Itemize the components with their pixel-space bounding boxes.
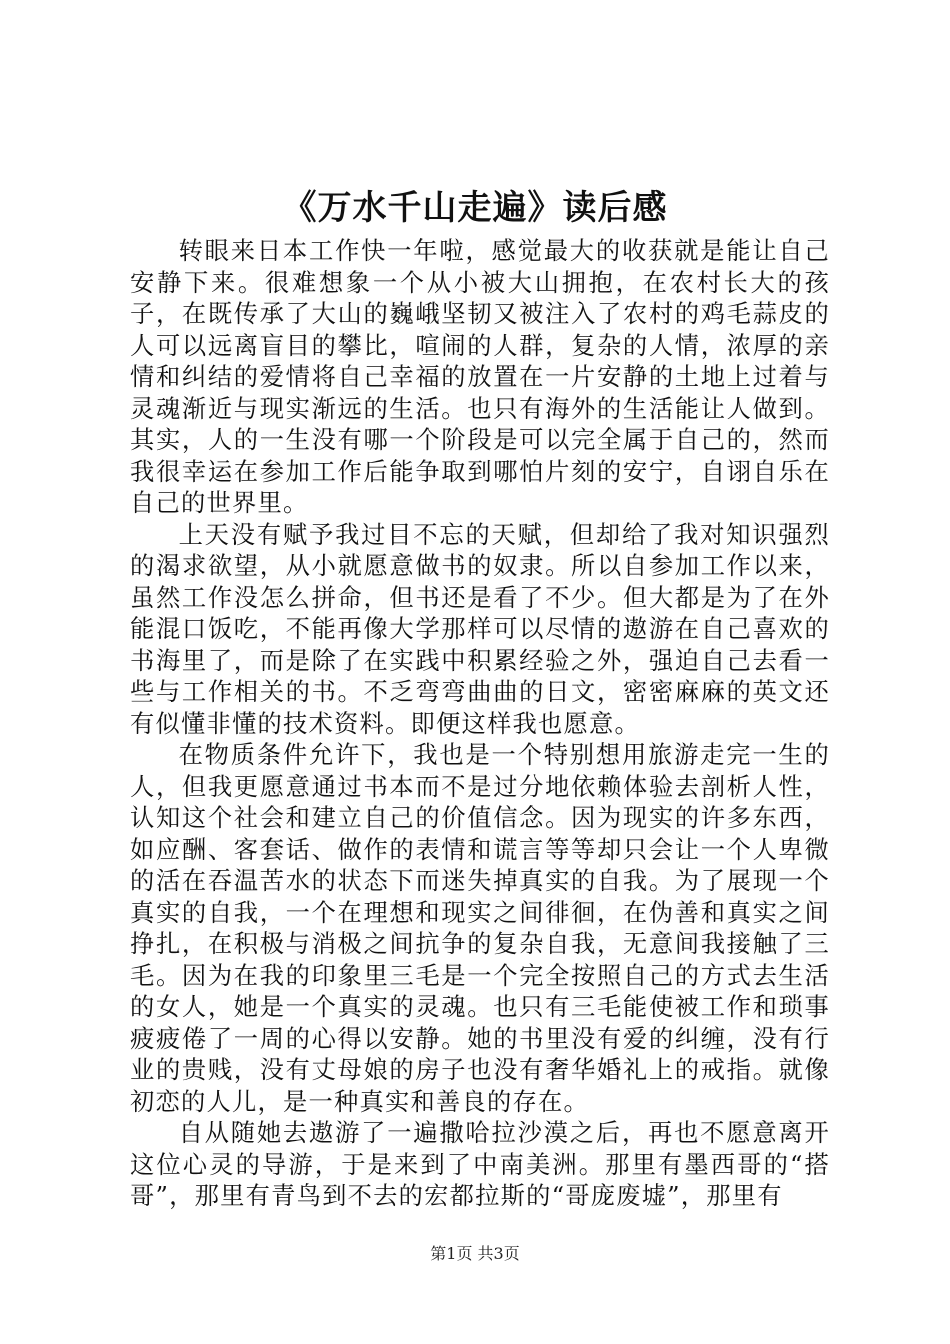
paragraph-1: 转眼来日本工作快一年啦，感觉最大的收获就是能让自己安静下来。很难想象一个从小被大山拥抱，在农村长大的孩子，在既传承了大山的巍峨坚韧又被注入了农村的鸡毛蒜皮的人可以远离盲目的攀比，喧闹的人群，复杂的人情，浓厚的亲情和纠结的爱情将自己幸福的放置在一片安静的土地上过着与灵魂渐近与现实渐远的生活。也只有海外的生活能让人做到。其实，人的一生没有哪一个阶段是可以完全属于自己的，然而我很幸运在参加工作后能争取到哪怕片刻的安宁，自诩自乐在自己的世界里。 — [130, 236, 830, 517]
document-title: 《万水千山走遍》读后感 — [282, 188, 668, 228]
page-number: 第1页 共3页 — [430, 1244, 520, 1263]
paragraph-3: 在物质条件允许下，我也是一个特别想用旅游走完一生的人，但我更愿意通过书本而不是过分地依赖体验去剖析人性，认知这个社会和建立自己的价值信念。因为现实的许多东西，如应酬、客套话、做作的表情和谎言等等却只会让一个人卑微的活在吞温苦水的状态下而迷失掉真实的自我。为了展现一个真实的自我，一个在理想和现实之间徘徊，在伪善和真实之间挣扎，在积极与消极之间抗争的复杂自我，无意间我接触了三毛。因为在我的印象里三毛是一个完全按照自己的方式去生活的女人，她是一个真实的灵魂。也只有三毛能使被工作和琐事疲疲倦了一周的心得以安静。她的书里没有爱的纠缠，没有行业的贵贱，没有丈母娘的房子也没有奢华婚礼上的戒指。就像初恋的人儿，是一种真实和善良的存在。 — [130, 740, 830, 1116]
paragraph-2: 上天没有赋予我过目不忘的天赋，但却给了我对知识强烈的渴求欲望，从小就愿意做书的奴隶。所以自参加工作以来，虽然工作没怎么拼命，但书还是看了不少。但大都是为了在外能混口饭吃，不能再像大学那样可以尽情的遨游在自己喜欢的书海里了，而是除了在实践中积累经验之外，强迫自己去看一些与工作相关的书。不乏弯弯曲曲的日文，密密麻麻的英文还有似懂非懂的技术资料。即便这样我也愿意。 — [130, 519, 830, 738]
paragraph-4: 自从随她去遨游了一遍撒哈拉沙漠之后，再也不愿意离开这位心灵的导游，于是来到了中南美洲。那里有墨西哥的“搭哥”，那里有青鸟到不去的宏都拉斯的“哥庞废墟”，那里有 — [130, 1118, 830, 1210]
document-body — [130, 235, 830, 1212]
